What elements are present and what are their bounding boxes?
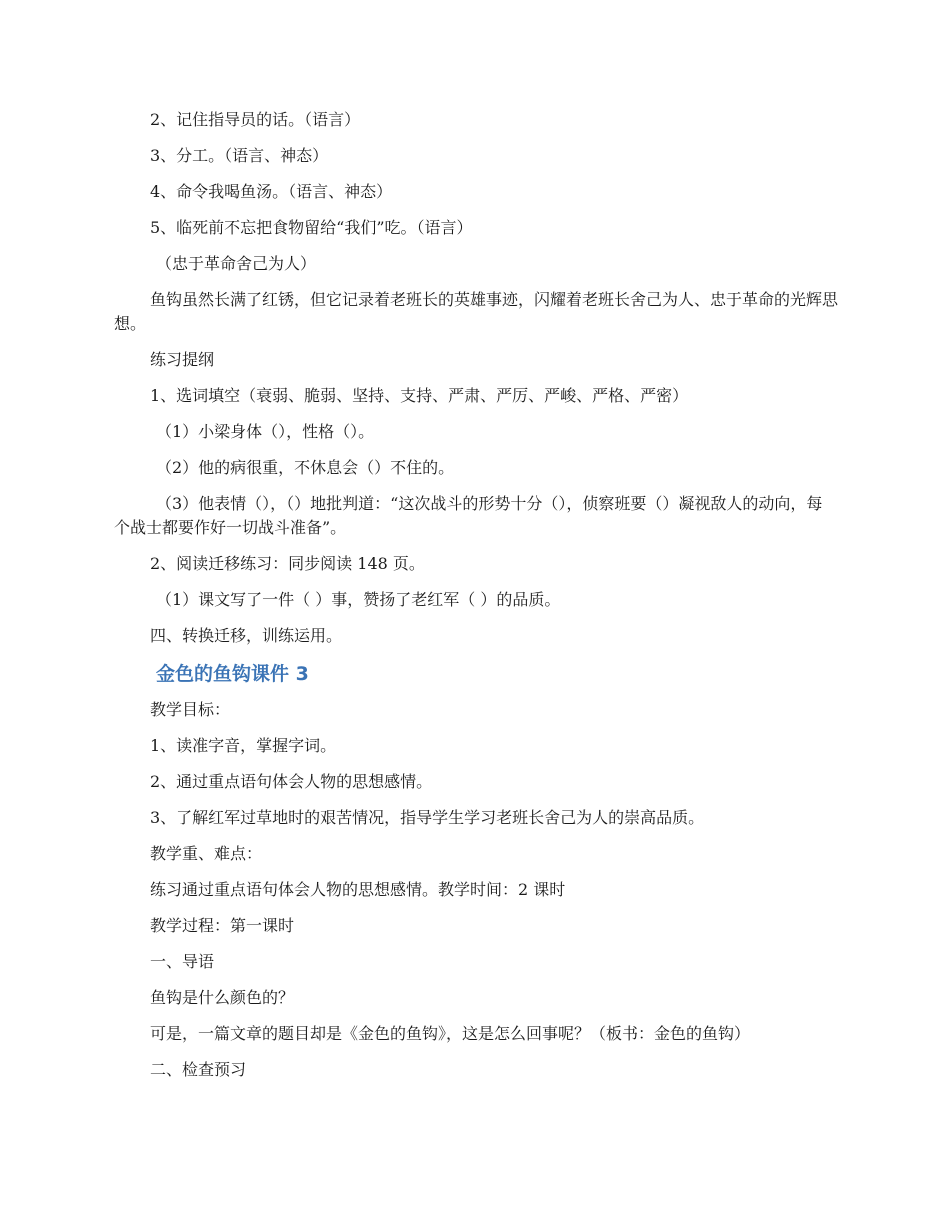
paragraph: 四、转换迁移，训练运用。 — [150, 626, 343, 645]
paragraph: 2、通过重点语句体会人物的思想感情。 — [150, 772, 433, 791]
paragraph: 练习通过重点语句体会人物的思想感情。教学时间：2 课时 — [150, 880, 566, 899]
paragraph: （2）他的病很重，不休息会（）不住的。 — [156, 458, 455, 477]
paragraph: 3、分工。（语言、神态） — [150, 146, 329, 165]
paragraph: 练习提纲 — [150, 350, 215, 369]
paragraph: 1、读准字音，掌握字词。 — [150, 736, 337, 755]
paragraph: （忠于革命舍己为人） — [156, 254, 317, 273]
paragraph: 可是，一篇文章的题目却是《金色的鱼钩》，这是怎么回事呢？（板书：金色的鱼钩） — [150, 1024, 751, 1043]
paragraph: 鱼钩是什么颜色的？ — [150, 988, 295, 1007]
paragraph: 1、选词填空（衰弱、脆弱、坚持、支持、严肃、严厉、严峻、严格、严密） — [150, 386, 689, 405]
paragraph: 3、了解红军过草地时的艰苦情况，指导学生学习老班长舍己为人的崇高品质。 — [150, 808, 705, 827]
paragraph: 5、临死前不忘把食物留给“我们”吃。（语言） — [150, 218, 473, 237]
paragraph: 教学重、难点： — [150, 844, 263, 863]
paragraph: 2、阅读迁移练习：同步阅读 148 页。 — [150, 554, 425, 573]
paragraph: 二、检查预习 — [150, 1060, 247, 1079]
paragraph: 一、导语 — [150, 952, 215, 971]
paragraph: （1）小梁身体（），性格（）。 — [156, 422, 375, 441]
paragraph: 教学过程：第一课时 — [150, 916, 295, 935]
paragraph: 教学目标： — [150, 700, 231, 719]
paragraph: 2、记住指导员的话。（语言） — [150, 110, 361, 129]
paragraph: （1）课文写了一件（ ）事，赞扬了老红军（ ）的品质。 — [156, 590, 561, 609]
paragraph: 4、命令我喝鱼汤。（语言、神态） — [150, 182, 393, 201]
paragraph: （3）他表情（），（）地批判道：“这次战斗的形势十分（），侦察班要（）凝视敌人的动向，每个战士都要作好一切战斗准备”。 — [114, 494, 823, 537]
document-body — [114, 108, 838, 1094]
paragraph: 鱼钩虽然长满了红锈，但它记录着老班长的英雄事迹，闪耀着老班长舍己为人、忠于革命的光辉思想。 — [114, 290, 839, 333]
section-heading: 金色的鱼钩课件 3 — [156, 663, 309, 685]
